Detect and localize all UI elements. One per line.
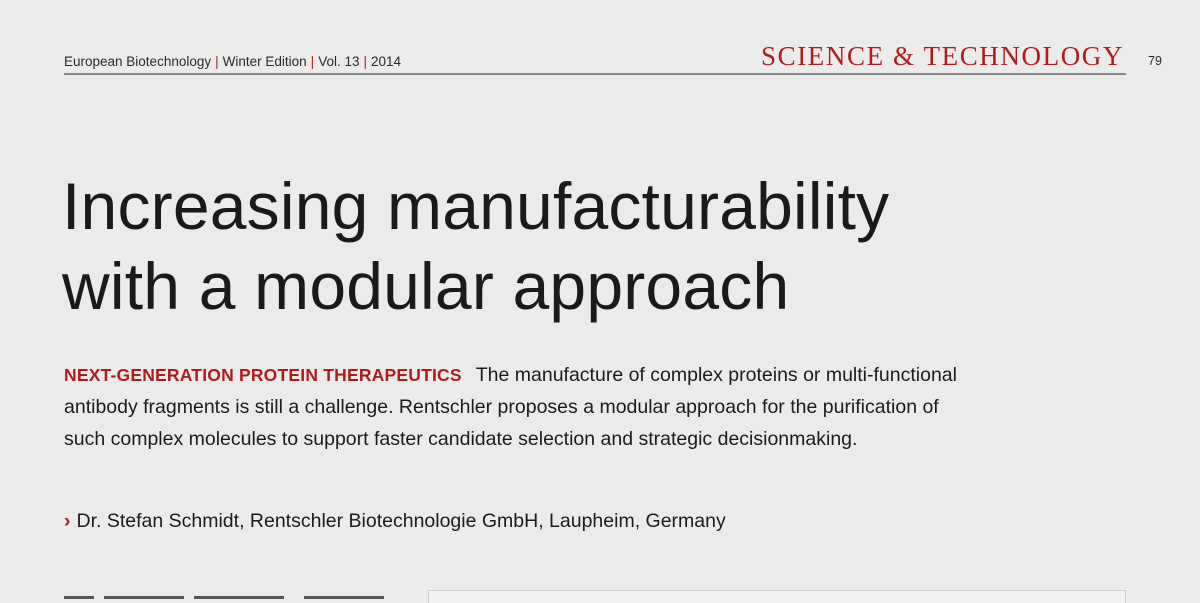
masthead: [64, 54, 401, 69]
author-byline: [64, 507, 726, 535]
separator: |: [310, 54, 315, 69]
article-headline: [62, 166, 1142, 326]
publication-name: European Biotechnology: [64, 54, 212, 69]
cropped-text-line: [64, 596, 384, 599]
sidebar-box: [428, 590, 1126, 603]
article-kicker: NEXT-GENERATION PROTEIN THERAPEUTICS: [64, 365, 462, 385]
lead-text: The manufacture of complex proteins or multi-functional antibody fragments is still a challenge. Rentschler proposes a modular approach for the purification of such complex molecules to support faster candidate selection and strategic decisionmaking.: [64, 364, 957, 450]
headline-line-2: with a modular approach: [62, 249, 790, 323]
section-title: SCIENCE & TECHNOLOGY: [760, 41, 1124, 71]
separator: |: [215, 54, 219, 69]
volume: Vol. 13: [318, 54, 360, 69]
separator: |: [363, 54, 367, 69]
byline-text: Dr. Stefan Schmidt, Rentschler Biotechnologie GmbH, Laupheim, Germany: [76, 510, 726, 532]
page-number: 79: [1148, 54, 1162, 68]
year: 2014: [371, 54, 402, 69]
body-text-cropped: [64, 590, 394, 600]
chevron-right-icon: ›: [64, 510, 71, 532]
edition: Winter Edition: [222, 54, 307, 69]
headline-line-1: Increasing manufacturability: [62, 169, 890, 243]
article-lead: [64, 359, 984, 455]
page-header: [64, 40, 1126, 75]
